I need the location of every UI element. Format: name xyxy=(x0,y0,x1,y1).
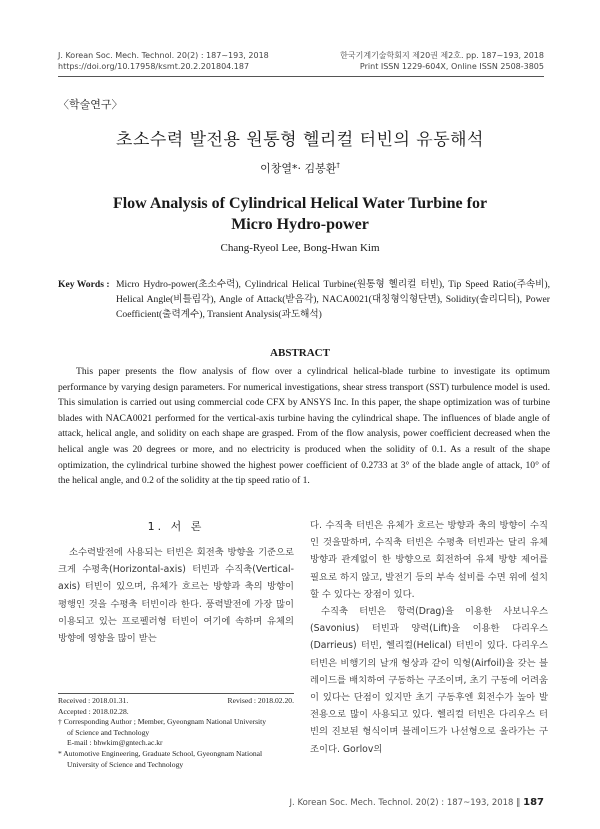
journal-citation: J. Korean Soc. Mech. Technol. 20(2) : 187~193, 2018 xyxy=(58,51,269,60)
keywords-text: Micro Hydro-power(초소수력), Cylindrical Helical Turbine(원통형 헬리컬 터빈), Tip Speed Ratio(주속비), Helical Angle(비틀림각), Angle of Attack(받음각), NACA0021(대칭형익형단면), Solidity(솔리디티), Power Coefficient(출력계수), Transient Analysis(과도해석) xyxy=(116,279,550,320)
page-footer xyxy=(290,797,544,808)
intro-paragraph-3: 수직축 터빈은 항력(Drag)을 이용한 사보니우스(Savonius) 터빈과 양력(Lift)을 이용한 다리우스(Darrieus) 터빈, 헬리컬(Helical) 터빈이 있다. 다리우스 터빈은 비행기의 날개 형상과 같이 익형(Airfoil)을 갖는 블레이드를 배치하여 구동하는 구조이며, 초기 구동에 어려움이 있다는 단점이 있지만 초기 구동후엔 회전수가 높아 발전용으로 많이 사용되고 있다. 헬리컬 터빈은 다리우스 터빈의 진보된 형식이며 블레이드가 나선형으로 올라가는 구조이다. Gorlov의 xyxy=(310,606,548,755)
received-revised-row xyxy=(58,696,294,707)
footnote-divider xyxy=(58,693,294,694)
doi-link[interactable]: https://doi.org/10.17958/ksmt.20.2.201804.187 xyxy=(58,62,250,71)
body-column-left xyxy=(58,544,294,647)
corresponding-mark: † xyxy=(336,161,340,170)
corresponding-author: † Corresponding Author ; Member, Gyeongnam National University xyxy=(58,717,267,727)
title-english-line2: Micro Hydro-power xyxy=(231,216,369,233)
footnotes xyxy=(58,696,294,770)
section-heading-introduction: 1. 서 론 xyxy=(147,520,205,533)
revised-date: Revised : 2018.02.20. xyxy=(227,696,294,705)
keywords-label: Key Words : xyxy=(58,279,110,290)
journal-citation-ko: 한국기계기술학회지 제20권 제2호. pp. 187~193, 2018 xyxy=(340,51,544,60)
header-divider xyxy=(58,76,544,77)
page-number: 187 xyxy=(523,797,544,808)
corresponding-author-cont: of Science and Technology xyxy=(67,727,150,737)
intro-paragraph-2: 다. 수직축 터빈은 유체가 흐르는 방향과 축의 방향이 수직인 것을말하며, 수직축 터빈은 수평축 터빈과는 달리 유체 방향과 관계없이 한 방향으로 회전하여 유체 방향 제어를 필요로 하지 않고, 발전기 등의 부속 설비를 수면 위에 설치할 수 있다는 장점이 있다. xyxy=(310,520,548,600)
abstract-heading: ABSTRACT xyxy=(270,347,330,359)
authors-korean xyxy=(0,160,600,176)
journal-header-right xyxy=(340,50,544,72)
footer-separator: ‖ xyxy=(516,798,521,808)
authors-english: Chang-Ryeol Lee, Bong-Hwan Kim xyxy=(220,242,380,254)
accepted-date: Accepted : 2018.02.28. xyxy=(58,706,129,716)
author-email[interactable]: E-mail : bhwkim@gntech.ac.kr xyxy=(67,738,163,748)
paper-title-korean: 초소수력 발전용 원통형 헬리컬 터빈의 유동해석 xyxy=(116,130,484,150)
journal-header-left xyxy=(58,50,269,72)
keywords-block xyxy=(58,277,550,322)
section-tag: 〈학술연구〉 xyxy=(58,98,123,111)
title-english-line1: Flow Analysis of Cylindrical Helical Water Turbine for xyxy=(112,195,488,212)
body-column-right xyxy=(310,517,548,758)
abstract-body: This paper presents the flow analysis of flow over a cylindrical helical-blade turbine to investigate its optimum performance by varying design parameters. For numerical investigations, shear stress transport (SST) turbulence model is used. This simulation is carried out using commercial code CFX by ANSYS Inc. In this paper, the shape optimization was of turbine blades with NACA0021 performed for the vertical-axis turbine having the cylindrical shape. The influences of blade angle of attack, helical angle, and solidity on each shape are grasped. From of the flow analysis, power coefficient decreased when the helical angle was 20 degrees or more, and no electricity is produced when the solidity of 0.1. As a result of the shape optimization, the cylindrical turbine showed the highest power coefficient of 0.2733 at 3° of the blade angle of attack, 10° of the helical angle, and 0.2 of the solidity at the tip speed ratio of 1. xyxy=(58,366,550,487)
received-date: Received : 2018.01.31. xyxy=(58,696,129,705)
footer-citation: J. Korean Soc. Mech. Technol. 20(2) : 187~193, 2018 xyxy=(289,798,514,808)
affiliation-cont: University of Science and Technology xyxy=(67,759,184,769)
affiliation: * Automotive Engineering, Graduate School, Gyeongnam National xyxy=(58,748,263,758)
issn-line: Print ISSN 1229-604X, Online ISSN 2508-3805 xyxy=(359,62,544,71)
authors-korean-text: 이창열*· 김봉환 xyxy=(260,162,337,175)
intro-paragraph-1: 소수력발전에 사용되는 터빈은 회전축 방향을 기준으로 크게 수평축(Horizontal-axis) 터빈과 수직축(Vertical-axis) 터빈이 있으며, 유체가 흐르는 방향과 축의 방향이 평행인 것을 수평축 터빈이라 한다. 풍력발전에 가장 많이 이용되고 있는 프로펠러형 터빈이 여기에 속하며 유체의 방향에 영향을 많이 받는 xyxy=(58,547,294,645)
paper-title-english xyxy=(0,193,600,235)
